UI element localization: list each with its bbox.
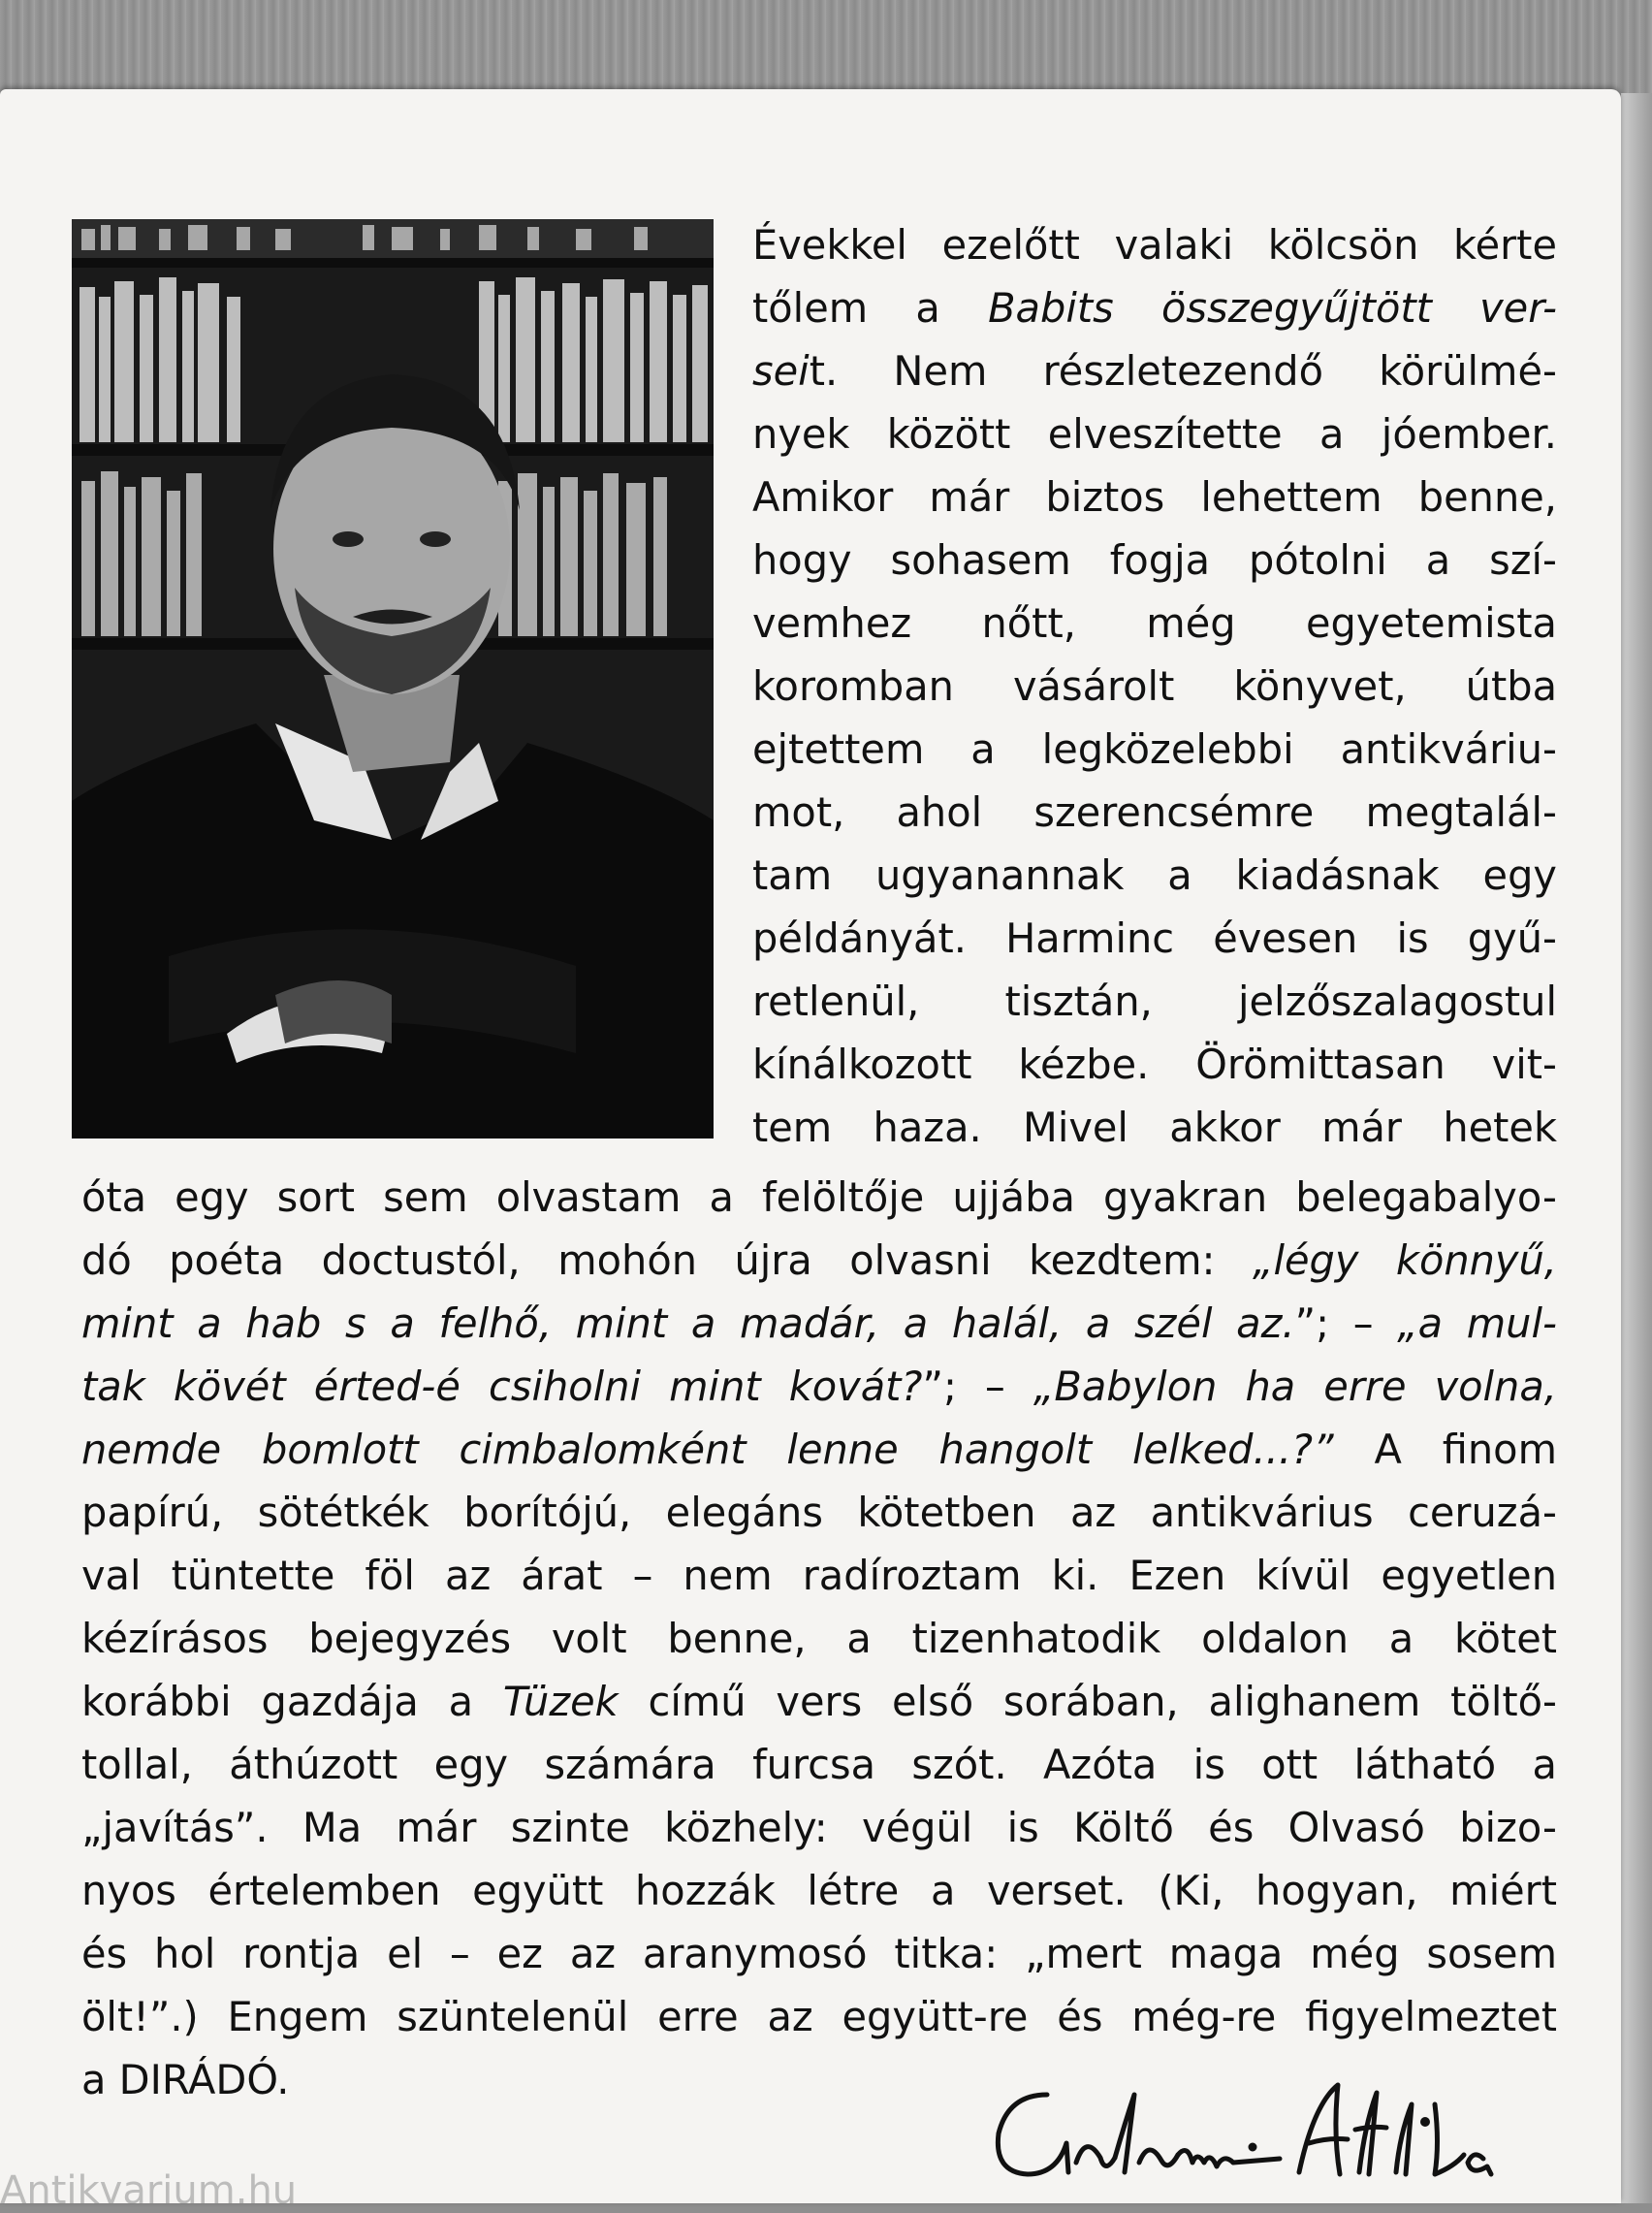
text-fragment: t. Nem részletezendő körülmé- (809, 347, 1557, 395)
text-line: vemhez nőtt, még egyetemista (752, 599, 1557, 647)
text-line: tem haza. Mivel akkor már hetek (752, 1104, 1557, 1151)
text-fragment: dó poéta doctustól, mohón újra olvasni kezdtem: (81, 1236, 1253, 1284)
text-line (81, 1292, 1557, 1355)
text-line: val tüntette föl az árat – nem radíroztam ki. Ezen kívül egyetlen (81, 1552, 1557, 1599)
text-line: tam ugyanannak a kiadásnak egy (752, 851, 1557, 899)
text-line: ejtettem a legközelebbi antikváriu- (752, 725, 1557, 773)
text-line: papírú, sötétkék borítójú, elegáns kötetben az antikvárius ceruzá- (81, 1489, 1557, 1536)
text-fragment: ”; – (922, 1363, 1033, 1410)
author-portrait (72, 219, 714, 1139)
text-line: koromban vásárolt könyvet, útba (752, 662, 1557, 710)
text-line: Évekkel ezelőtt valaki kölcsön kérte (752, 221, 1557, 269)
text-fragment: című vers első sorában, alighanem töltő- (618, 1678, 1557, 1725)
text-line: kínálkozott kézbe. Örömittasan vit- (752, 1041, 1557, 1088)
text-fragment: korábbi gazdája a (81, 1678, 503, 1725)
text-line: mot, ahol szerencsémre megtalál- (752, 788, 1557, 836)
text-line: Amikor már biztos lehettem benne, (752, 473, 1557, 521)
signature-graphic (979, 2066, 1571, 2203)
text-line: retlenül, tisztán, jelzőszalagostul (752, 978, 1557, 1025)
text-line (81, 1229, 1557, 1292)
text-fragment: A finom (1333, 1426, 1557, 1473)
author-photo-graphic (72, 219, 714, 1139)
book-title-emphasis: Babits összegyűjtött ver- (988, 284, 1557, 332)
poem-quote: nemde bomlott cimbalomként lenne hangolt lelked...?” (81, 1426, 1334, 1473)
poem-title: Tüzek (502, 1678, 619, 1725)
text-line (752, 276, 1557, 339)
text-line: ölt!”.) Engem szüntelenül erre az együtt-re és még-re figyelmeztet (81, 1993, 1557, 2040)
text-line: kézírásos bejegyzés volt benne, a tizenhatodik oldalon a kötet (81, 1615, 1557, 1662)
author-signature (979, 2066, 1571, 2203)
book-title-emphasis: sei (752, 347, 810, 395)
intro-column-text (752, 213, 1557, 1159)
poem-quote: „Babylon ha erre volna, (1032, 1363, 1557, 1410)
background-surface (0, 0, 1652, 97)
text-line: tollal, áthúzott egy számára furcsa szót. Azóta is ott látható a (81, 1741, 1557, 1788)
text-line (752, 339, 1557, 402)
text-line (81, 1418, 1557, 1481)
poem-quote: tak kövét érted-é csiholni mint kovát? (81, 1363, 923, 1410)
poem-quote: „a mul- (1397, 1299, 1557, 1347)
text-fragment: tőlem a (752, 284, 989, 332)
text-line: példányát. Harminc évesen is gyű- (752, 914, 1557, 962)
main-body-text (81, 1166, 1557, 2111)
text-line: „javítás”. Ma már szinte közhely: végül is Költő és Olvasó bizo- (81, 1804, 1557, 1851)
text-line: óta egy sort sem olvastam a felöltője ujjába gyakran belegabalyo- (81, 1173, 1557, 1221)
text-line (81, 1355, 1557, 1418)
text-line: nyos értelemben együtt hozzák létre a verset. (Ki, hogyan, miért (81, 1867, 1557, 1914)
poem-quote: mint a hab s a felhő, mint a madár, a halál, a szél az. (81, 1299, 1295, 1347)
text-line: nyek között elveszítette a jóember. (752, 410, 1557, 458)
poem-quote: „légy könnyű, (1252, 1236, 1557, 1284)
text-line: és hol rontja el – ez az aranymosó titka: „mert maga még sosem (81, 1930, 1557, 1977)
watermark: Antikvarium.hu (0, 2168, 298, 2213)
text-line: hogy sohasem fogja pótolni a szí- (752, 536, 1557, 584)
page-edge (1621, 93, 1652, 2203)
text-line: a DIRÁDÓ. (81, 2056, 290, 2103)
text-fragment: ”; – (1294, 1299, 1398, 1347)
text-line (81, 1670, 1557, 1733)
